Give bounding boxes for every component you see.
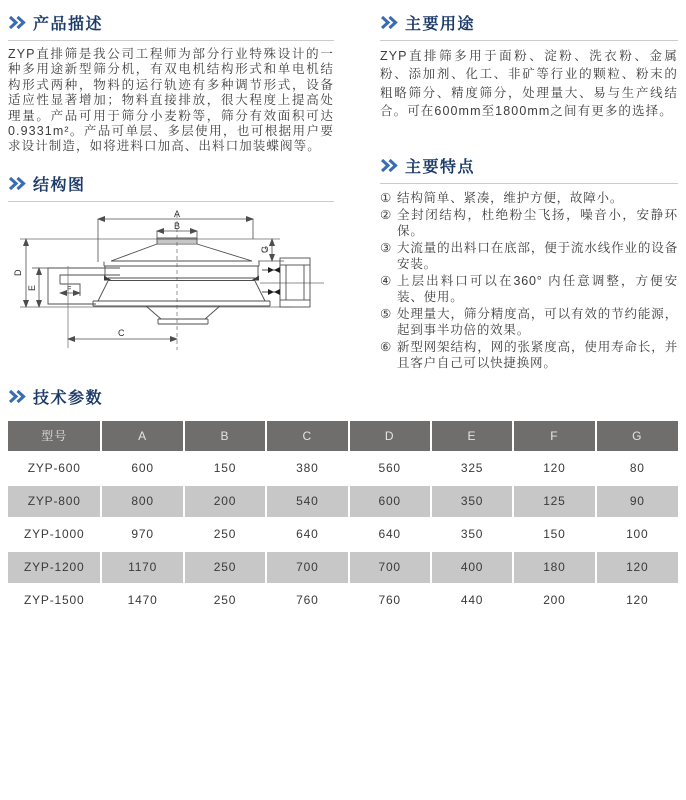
double-chevron-icon [8,390,26,403]
features-list [380,190,678,371]
value-cell: 150 [513,518,595,551]
feature-item [380,273,678,305]
features-header [380,151,678,184]
table-row [8,584,678,616]
table-row [8,518,678,551]
value-cell: 1170 [101,551,183,584]
structure-diagram-title: 结构图 [33,176,86,194]
value-cell: 350 [431,485,513,518]
value-cell: 180 [513,551,595,584]
table-row [8,452,678,485]
main-use-title: 主要用途 [405,16,476,33]
feature-item [380,240,678,272]
table-column-header: F [513,421,595,452]
dim-label-c: C [118,327,125,338]
tech-params-header [8,382,678,414]
feature-text: 全封闭结构，杜绝粉尘飞扬，噪音小，安静环保。 [397,207,678,238]
feature-number: ① [380,190,393,205]
value-cell: 325 [431,452,513,485]
tech-params-title: 技术参数 [33,389,104,407]
value-cell: 760 [266,584,348,616]
table-column-header: 型号 [8,421,101,452]
table-body [8,452,678,616]
value-cell: 120 [596,551,678,584]
structure-diagram [8,208,338,358]
value-cell: 125 [513,485,595,518]
value-cell: 350 [431,518,513,551]
model-cell: ZYP-800 [8,485,101,518]
value-cell: 1470 [101,584,183,616]
value-cell: 700 [349,551,431,584]
structure-diagram-header [8,169,334,202]
value-cell: 250 [184,518,266,551]
section-main-use [380,8,678,121]
dim-label-b: B [174,220,181,231]
double-chevron-icon [380,159,398,172]
value-cell: 560 [349,452,431,485]
value-cell: 800 [101,485,183,518]
main-use-header [380,8,678,41]
double-chevron-icon [8,16,26,29]
value-cell: 90 [596,485,678,518]
table-column-header: B [184,421,266,452]
feature-number: ② [380,207,393,222]
value-cell: 540 [266,485,348,518]
model-cell: ZYP-1500 [8,584,101,616]
feature-item [380,339,678,371]
value-cell: 120 [596,584,678,616]
table-row [8,551,678,584]
section-features [380,151,678,371]
tech-params-table [8,421,678,616]
value-cell: 80 [596,452,678,485]
value-cell: 700 [266,551,348,584]
structure-diagram-wrap [8,208,334,363]
feature-number: ③ [380,240,393,255]
value-cell: 760 [349,584,431,616]
value-cell: 440 [431,584,513,616]
value-cell: 250 [184,584,266,616]
value-cell: 200 [184,485,266,518]
model-cell: ZYP-1200 [8,551,101,584]
feature-item [380,306,678,338]
feature-text: 上层出料口可以在360° 内任意调整，方便安装、使用。 [397,273,678,304]
feature-number: ④ [380,273,393,288]
feature-item [380,207,678,239]
feature-text: 处理量大，筛分精度高，可以有效的节约能源，起到事半功倍的效果。 [397,306,678,337]
feature-text: 结构简单、紧凑，维护方便，故障小。 [397,190,624,205]
value-cell: 640 [266,518,348,551]
value-cell: 150 [184,452,266,485]
value-cell: 600 [101,452,183,485]
dim-label-a: A [174,208,181,219]
product-description-text: ZYP直排筛是我公司工程师为部分行业特殊设计的一种多用途新型筛分机，有双电机结构形式和单电机结构形式两种，物料的运行轨迹有多种调节形式，设备适应性显著增加；物料直接排放，很大程度上提高处理量。产品可用于筛分小麦粉等，筛分有效面积可达0.9331m²。产品可单层、多层使用，也可根据用户要求设计制造，如将进料口加高、出料口加装蝶阀等。 [8,47,334,154]
right-column [380,8,678,372]
table-column-header: D [349,421,431,452]
value-cell: 120 [513,452,595,485]
table-row [8,485,678,518]
dim-label-f: F [67,285,72,293]
value-cell: 380 [266,452,348,485]
feature-number: ⑤ [380,306,393,321]
model-cell: ZYP-600 [8,452,101,485]
value-cell: 100 [596,518,678,551]
dim-label-d: D [13,269,23,276]
feature-text: 新型网架结构，网的张紧度高，使用寿命长，并且客户自己可以快捷换网。 [397,339,678,370]
feature-number: ⑥ [380,339,393,354]
section-product-description [8,8,334,155]
table-column-header: A [101,421,183,452]
value-cell: 250 [184,551,266,584]
features-title: 主要特点 [405,158,476,176]
value-cell: 970 [101,518,183,551]
section-structure-diagram [8,169,334,363]
section-tech-params [8,382,678,616]
main-use-text: ZYP直排筛多用于面粉、淀粉、洗衣粉、金属粉、添加剂、化工、非矿等行业的颗粒、粉末的粗略筛分、精度筛分，处理量大、易与生产线结合。可在600mm至1800mm之间有更多的选择。 [380,49,678,119]
double-chevron-icon [380,16,398,29]
dim-label-e: E [27,284,37,291]
feature-item [380,190,678,206]
table-column-header: E [431,421,513,452]
feature-text: 大流量的出料口在底部，便于流水线作业的设备安装。 [397,240,678,271]
dim-label-g: G [260,245,270,253]
table-header-row [8,421,678,452]
value-cell: 600 [349,485,431,518]
product-description-header [8,8,334,41]
value-cell: 200 [513,584,595,616]
top-two-column-area [8,8,678,372]
table-column-header: G [596,421,678,452]
model-cell: ZYP-1000 [8,518,101,551]
page-title: 产品描述 [33,16,104,33]
table-column-header: C [266,421,348,452]
value-cell: 400 [431,551,513,584]
left-column [8,8,334,372]
value-cell: 640 [349,518,431,551]
double-chevron-icon [8,177,26,190]
